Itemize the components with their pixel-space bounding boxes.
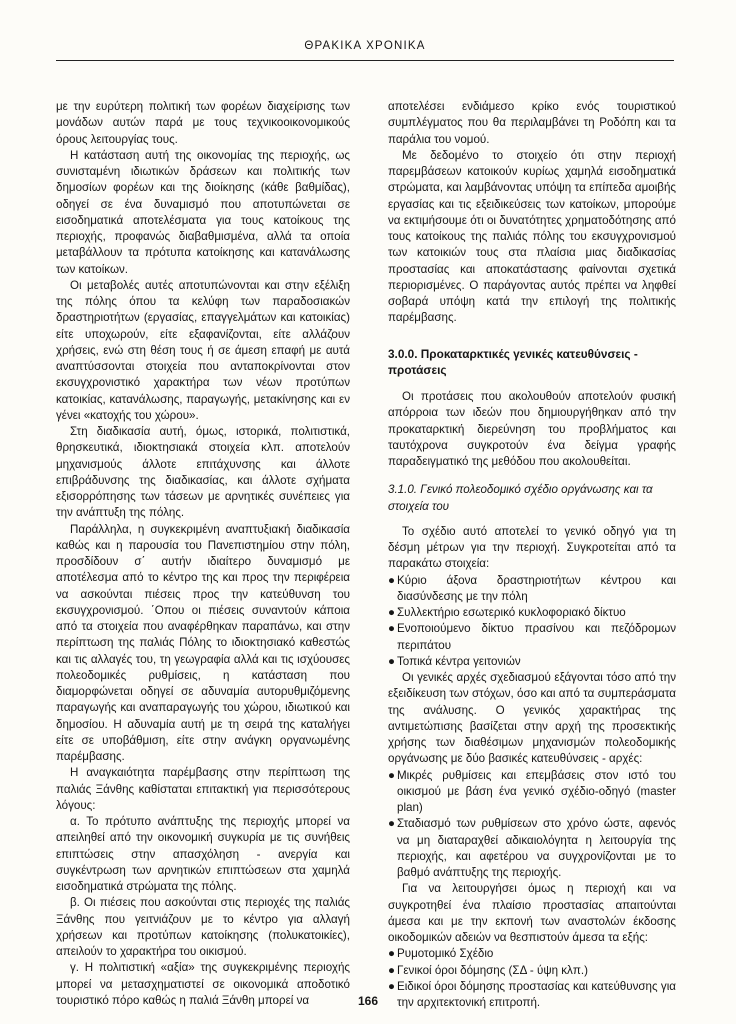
paragraph: Στη διαδικασία αυτή, όμως, ιστορικά, πολιτιστικά, θρησκευτικά, ιδιοκτησιακά στοιχεία κλπ. αποτελούν μηχανισμούς άλλοτε επιτάχυνσης και άλλοτε επιβράδυνσης της διαδικασίας, και άλλοτε σχήματα εξισορρόπησης των τάσεων με αρνητικές συνέπειες για την ανάπτυξη της πόλης.	[56, 425, 350, 520]
header-rule	[56, 60, 674, 61]
paragraph: Για να λειτουργήσει όμως η περιοχή και να συγκροτηθεί ένα πλαίσιο προστασίας απαιτούνται άμεσα και με την εκπονή των αναστολών έκδοσης οικοδομικών αδειών να θεσπιστούν άμεσα τα εξής:	[388, 882, 676, 944]
paragraph: αποτελέσει ενδιάμεσο κρίκο ενός τουριστικού συμπλέγματος που θα περιλαμβάνει τη Ροδόπη και τα παράλια του νομού.	[388, 100, 676, 146]
bullet-icon: ●	[388, 963, 396, 977]
bullet-icon: ●	[388, 768, 396, 782]
paragraph: Οι μεταβολές αυτές αποτυπώνονται και στην εξέλιξη της πόλης όπου τα κελύφη των παραδοσιακών δραστηριοτήτων (εργασίας, επαγγελμάτων και κατοικίας) είτε υποχωρούν, είτε εξαφανίζονται, είτε αλλάζουν χρήσεις, ενώ στη θέση τους ή σε άμεση επαφή με αυτά αναπτύσσονται στοιχεία που ανταποκρίνονται στον εκσυγχρονιστικό χαρακτήρα των νέων προτύπων κατοικίας, κατανάλωσης, παραγωγής, μετακίνησης και εν γένει «κατοχής του χώρου».	[56, 278, 350, 422]
page-number: 166	[357, 994, 379, 1008]
list-item: ● Γενικοί όροι δόμησης (ΣΔ - ύψη κλπ.)	[388, 963, 676, 979]
bullet-icon: ●	[388, 606, 396, 619]
paragraph: Παράλληλα, η συγκεκριμένη αναπτυξιακή διαδικασία καθώς και η παρουσία του Πανεπιστημίου στην πόλη, προσδίδουν σ΄ αυτήν ιδιαίτερο δυναμισμό με αποτέλεσμα από το κέντρο της και προς την περιφέρεια να ασκούνται πιέσεις προς την κατεύθυνση του εκσυγχρονισμού. ΄Οπου οι πιέσεις συναντούν κάποια από τα στοιχεία που αναφέρθηκαν παραπάνω, και στην περίπτωση της παλιάς Πόλης το ιδιοκτησιακό καθεστώς και τις αλλαγές του, τη γεωγραφία αλλά και τις ισχύουσες πολεοδομικές ρυθμίσεις, η κατάσταση που διαμορφώνεται οδηγεί σε αδυναμία αυτορυθμιζόμενης παραγωγής και αναπαραγωγής του χώρου, ιδιωτικού και δημοσίου. Η αδυναμία αυτή με τη σειρά της καταλήγει είτε σε υποβάθμιση, είτε στην ανάγκη οργανωμένης παρέμβασης.	[56, 522, 350, 763]
paragraph: α. Το πρότυπο ανάπτυξης της περιοχής μπορεί να απειληθεί από την οικονομική συγκυρία με τις συνήθεις επιπτώσεις στην απασχόληση - ανεργία και συγκέντρωση των αρνητικών επιπτώσεων στα χαμηλά εισοδηματικά στρώματα της πόλης.	[56, 815, 350, 893]
bullet-icon: ●	[388, 654, 396, 668]
bullet-icon: ●	[388, 817, 396, 831]
list-item: ● Ρυμοτομικό Σχέδιο	[388, 946, 676, 962]
list-item: ● Σταδιασμό των ρυθμίσεων στο χρόνο ώστε, αφενός να μη διαταραχθεί αδικαιολόγητα η λειτουργία της περιοχής, και αφετέρου να συγχρονίζονται με το βαθμό ανάπτυξης της περιοχής.	[388, 817, 676, 879]
left-column	[56, 99, 350, 1009]
paragraph: Το σχέδιο αυτό αποτελεί το γενικό οδηγό για τη δέσμη μέτρων για την περιοχή. Συγκροτείται από τα παρακάτω στοιχεία:	[388, 524, 676, 571]
bullet-icon: ●	[388, 979, 396, 993]
section-heading: 3.0.0. Προκαταρκτικές γενικές κατευθύνσεις - προτάσεις	[388, 346, 638, 377]
bullet-icon: ●	[388, 947, 396, 961]
list-item: ● Ειδικοί όροι δόμησης προστασίας και κατεύθυνσης για την αρχιτεκτονική επιτροπή.	[388, 979, 676, 1009]
paragraph: με την ευρύτερη πολιτική των φορέων διαχείρισης των μονάδων αυτών παρά με τους τεχνικοοικονομικούς όρους λειτουργίας τους.	[56, 100, 350, 146]
paragraph: Οι γενικές αρχές σχεδιασμού εξάγονται τόσο από την εξειδίκευση των στόχων, όσο και από τα συμπεράσματα της ανάλυσης. Ο γενικός χαρακτήρας της αντιμετώπισης βασίζεται στην αρχή της προσεκτικής χρήσης των διαθέσιμων μηχανισμών πολεοδομικής οργάνωσης με δύο βασικές κατευθύνσεις - αρχές:	[388, 671, 676, 766]
list-item: ● Μικρές ρυθμίσεις και επεμβάσεις στον ιστό του οικισμού με βάση ένα γενικό σχέδιο-οδηγό (master plan)	[388, 768, 676, 814]
bullet-icon: ●	[388, 622, 396, 636]
right-column	[388, 99, 676, 1011]
list-item: ● Κύριο άξονα δραστηριοτήτων κέντρου και διασύνδεσης με την πόλη	[388, 573, 676, 603]
paragraph: γ. Η πολιτιστική «αξία» της συγκεκριμένης περιοχής μπορεί να μετασχηματιστεί σε οικονομικά αποδοτικό τουριστικό πόρο καθώς η παλιά Ξάνθη μπορεί να	[56, 961, 350, 1007]
paragraph: Με δεδομένο το στοιχείο ότι στην περιοχή παρεμβάσεων κατοικούν κυρίως χαμηλά εισοδηματικά στρώματα, και λαμβάνοντας υπόψη τα επίπεδα αμοιβής εργασίας και τις εξειδικεύσεις των κατοίκων, μπορούμε να εκτιμήσουμε ότι οι δυνατότητες χρηματοδότησης από τους κατοίκους της παλιάς πόλης του εκσυγχρονισμού των κατοικιών τους στα πλαίσια μιας διαδικασίας προστασίας και αποκατάστασης φαίνονται σχετικά περιορισμένες. Ο παράγοντας αυτός πρέπει να ληφθεί σοβαρά υπόψη κατά την επιλογή της πολιτικής παρέμβασης.	[388, 148, 676, 325]
paragraph: β. Οι πιέσεις που ασκούνται στις περιοχές της παλιάς Ξάνθης που γειτνιάζουν με το κέντρο για αλλαγή χρήσεων και προτύπων κατοίκησης (πολυκατοικίες), απειλούν το χαρακτήρα του οικισμού.	[56, 896, 350, 958]
bullet-icon: ●	[388, 573, 396, 587]
paragraph: Η αναγκαιότητα παρέμβασης στην περίπτωση της παλιάς Ξάνθης καθίσταται επιτακτική για περισσότερους λόγους:	[56, 766, 350, 812]
paragraph: Η κατάσταση αυτή της οικονομίας της περιοχής, ως συνισταμένη ιδιωτικών δράσεων και πολιτικής των δημοσίων φορέων και της διοίκησης (κάθε βαθμίδας), οδηγεί σε ένα δυναμισμό που αποτυπώνεται σε εισοδηματικά αποτελέσματα για τους κατοίκους της περιοχής, προφανώς διαβαθμισμένα, αλλά τα οποία μεταβάλλουν τα πρότυπα κατοίκησης και κατανάλωσης των κατοίκων.	[56, 148, 350, 276]
subsection-heading: 3.1.0. Γενικό πολεοδομικό σχέδιο οργάνωσης και τα στοιχεία του	[388, 483, 653, 513]
list-item: ● Συλλεκτήριο εσωτερικό κυκλοφοριακό δίκτυο	[388, 605, 676, 621]
list-item: ● Ενοποιούμενο δίκτυο πρασίνου και πεζόδρομων περιπάτου	[388, 622, 676, 652]
list-item: ● Τοπικά κέντρα γειτονιών	[388, 654, 676, 670]
running-title: ΘΡΑΚΙΚΑ ΧΡΟΝΙΚΑ	[304, 40, 426, 52]
paragraph: Οι προτάσεις που ακολουθούν αποτελούν φυσική απόρροια των ιδεών που δημιουργήθηκαν από την προκαταρκτική διερεύνηση του προβλήματος και ταυτόχρονα συγκροτούν ένα δείγμα γραφής παραδειγματικό της μεθόδου που ακολουθείται.	[388, 390, 676, 468]
